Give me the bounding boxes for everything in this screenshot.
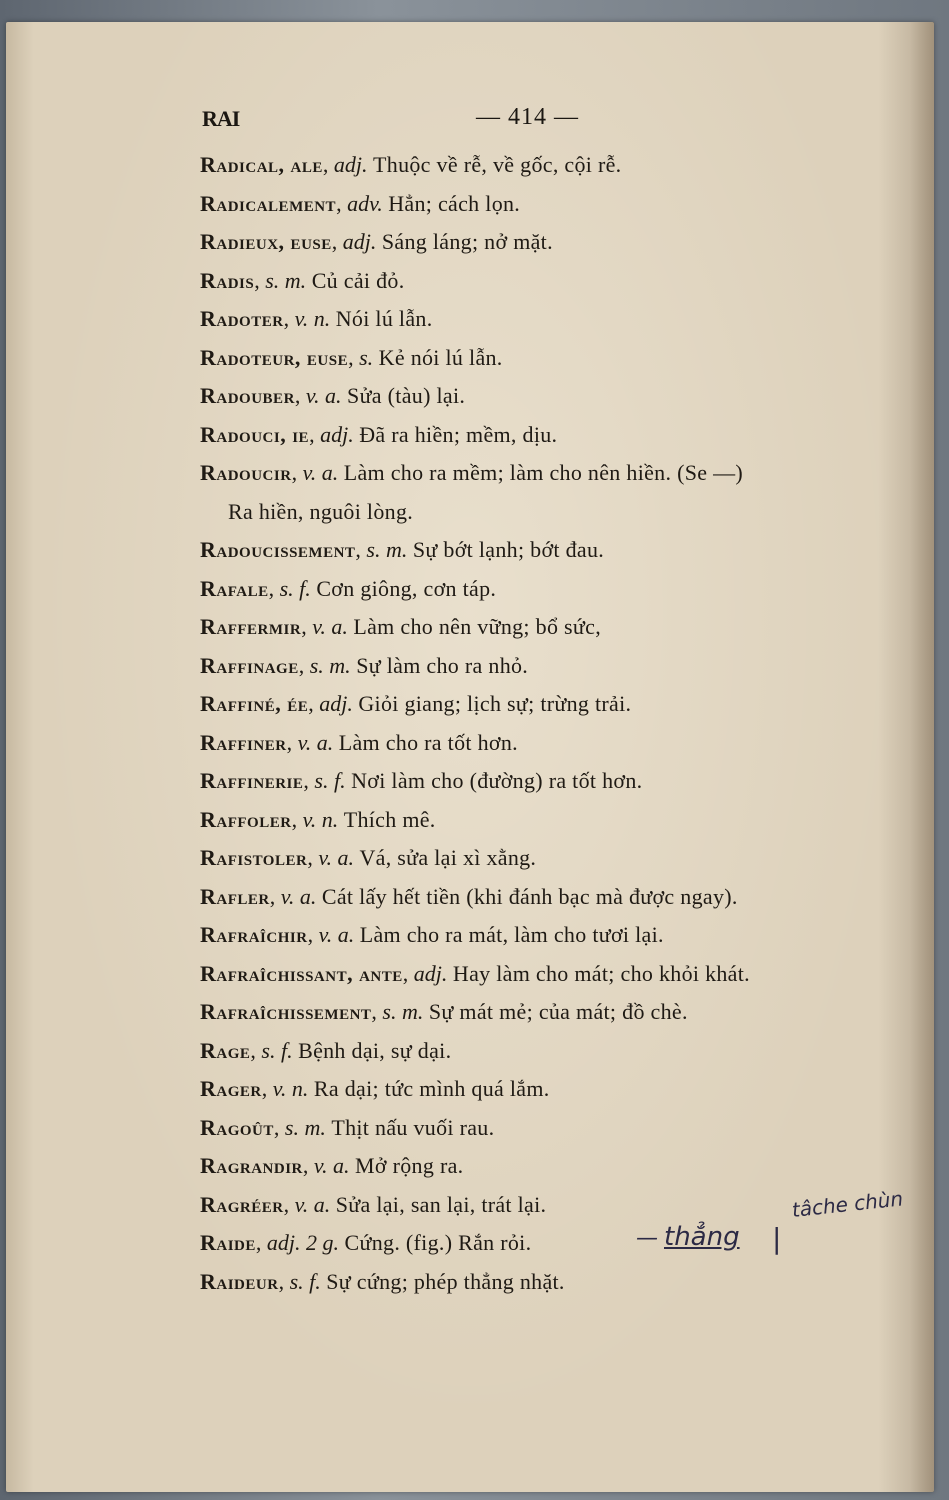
entry-grammar: s. m. (382, 999, 424, 1024)
dictionary-entry: Raffinerie, s. f. Nơi làm cho (đường) ra tốt hơn. (200, 768, 643, 793)
entry-headword: Ragréer (200, 1191, 284, 1217)
dictionary-entry: Raffiné, ée, adj. Giỏi giang; lịch sự; trừng trải. (200, 691, 632, 716)
entry-definition: Hay làm cho mát; cho khỏi khát. (452, 960, 750, 986)
running-head: RAI (202, 106, 240, 131)
entry-definition: Nói lú lẫn. (335, 306, 433, 331)
entry-grammar: s. f. (261, 1037, 293, 1063)
dictionary-entry: Rafale, s. f. Cơn giông, cơn táp. (200, 575, 497, 601)
entry-headword: Radoter (200, 306, 284, 331)
entry-grammar: adv. (347, 190, 383, 216)
entry-grammar: adj. (342, 229, 377, 254)
entry-grammar: adj. (319, 691, 353, 716)
entry-headword: Raide (200, 1230, 256, 1255)
entry-grammar: v. a. (312, 614, 348, 639)
handwritten-bar: | (772, 1222, 782, 1255)
dictionary-entry: Ragrandir, v. a. Mở rộng ra. (200, 1153, 464, 1178)
page-header (196, 102, 896, 138)
page-edge-shadow (910, 22, 934, 1492)
entry-headword: Raffinage (200, 652, 299, 678)
dictionary-entry: Raffermir, v. a. Làm cho nên vững; bổ sức, (200, 614, 601, 639)
entry-definition: Hẳn; cách lọn. (388, 190, 521, 216)
entry-definition: Sửa (tàu) lại. (347, 383, 466, 408)
dictionary-entry: Rager, v. n. Ra dại; tức mình quá lắm. (200, 1076, 550, 1101)
entry-grammar: s. f. (314, 768, 346, 793)
entry-headword: Rafistoler (200, 845, 308, 870)
entry-headword: Raffoler (200, 806, 292, 832)
dictionary-entry: Raffinage, s. m. Sự làm cho ra nhỏ. (200, 652, 529, 678)
entry-headword: Radicalement (200, 190, 337, 216)
entry-headword: Ragrandir (200, 1153, 303, 1178)
entry-grammar: v. a. (318, 922, 355, 947)
dictionary-entry: Rafraîchissement, s. m. Sự mát mẻ; của mát; đồ chè. (200, 999, 688, 1024)
entry-definition: Làm cho ra mát, làm cho tươi lại. (359, 922, 664, 947)
entry-definition: Nơi làm cho (đường) ra tốt hơn. (351, 768, 643, 793)
entry-headword: Radouber (200, 383, 295, 408)
entry-definition: Cát lấy hết tiền (khi đánh bạc mà được ngay). (321, 883, 738, 909)
entry-headword: Rager (200, 1076, 262, 1101)
dictionary-entry: Rafraîchissant, ante, adj. Hay làm cho mát; cho khỏi khát. (200, 960, 750, 986)
dictionary-entry: Ragoût, s. m. Thịt nấu vuối rau. (200, 1114, 495, 1140)
dictionary-entry: Radouber, v. a. Sửa (tàu) lại. (200, 383, 466, 408)
dictionary-entry (200, 493, 900, 532)
dictionary-entry: Raffoler, v. n. Thích mê. (200, 806, 436, 832)
entry-definition: Vá, sửa lại xì xằng. (359, 845, 537, 870)
entry-definition: Thuộc về rễ, về gốc, cội rễ. (373, 152, 622, 177)
entry-definition: Thích mê. (343, 806, 436, 832)
entry-definition: Mở rộng ra. (355, 1153, 464, 1178)
dictionary-entry: Radis, s. m. Củ cải đỏ. (200, 267, 405, 293)
entry-headword: Radoteur, euse (200, 344, 349, 370)
entry-headword: Rafraîchissement (200, 999, 372, 1024)
entry-grammar: adj. 2 g. (266, 1230, 340, 1255)
entry-list (200, 146, 900, 1301)
entry-headword: Radoucir (200, 460, 292, 485)
dictionary-entry: Radoter, v. n. Nói lú lẫn. (200, 306, 433, 331)
entry-definition: Làm cho ra mềm; làm cho nên hiền. (Se —) (343, 460, 744, 485)
dictionary-entry: Rage, s. f. Bệnh dại, sự dại. (200, 1037, 452, 1063)
entry-definition: Sự mát mẻ; của mát; đồ chè. (428, 999, 688, 1024)
entry-grammar: s. m. (265, 267, 307, 293)
dictionary-entry: Rafler, v. a. Cát lấy hết tiền (khi đánh bạc mà được ngay). (200, 883, 738, 909)
entry-definition: Thịt nấu vuối rau. (331, 1114, 495, 1140)
entry-headword: Rafraîchir (200, 922, 308, 947)
entry-grammar: s. m. (366, 537, 408, 562)
entry-definition: Sáng láng; nở mặt. (381, 229, 553, 254)
dictionary-entry: Radoucissement, s. m. Sự bớt lạnh; bớt đau. (200, 537, 605, 562)
entry-grammar: adj. (320, 421, 354, 447)
entry-grammar: v. a. (280, 883, 317, 909)
entry-definition: Làm cho nên vững; bổ sức, (353, 614, 601, 639)
dictionary-entry: Rafistoler, v. a. Vá, sửa lại xì xằng. (200, 845, 537, 870)
entry-definition: Bệnh dại, sự dại. (298, 1037, 452, 1063)
dictionary-entry: Radoteur, euse, s. Kẻ nói lú lẫn. (200, 344, 503, 370)
page-number: — 414 — (476, 104, 579, 130)
entry-definition: Sửa lại, san lại, trát lại. (335, 1191, 547, 1217)
dictionary-entry: Rafraîchir, v. a. Làm cho ra mát, làm cho tươi lại. (200, 922, 664, 947)
entry-grammar: v. n. (272, 1076, 309, 1101)
entry-grammar: adj. (413, 960, 448, 986)
entry-grammar: s. f. (279, 575, 311, 601)
entry-definition: Kẻ nói lú lẫn. (378, 344, 503, 370)
entry-definition: Củ cải đỏ. (311, 267, 405, 293)
entry-grammar: v. a. (305, 383, 342, 408)
entry-grammar: v. n. (302, 806, 339, 832)
dictionary-entry: Radicalement, adv. Hẳn; cách lọn. (200, 190, 521, 216)
dictionary-entry: Radouci, ie, adj. Đã ra hiền; mềm, dịu. (200, 421, 558, 447)
entry-headword: Raideur (200, 1268, 279, 1294)
entry-definition: Đã ra hiền; mềm, dịu. (359, 421, 558, 447)
entry-grammar: v. a. (297, 729, 334, 755)
entry-definition: Ra dại; tức mình quá lắm. (313, 1076, 550, 1101)
dictionary-entry: Ragréer, v. a. Sửa lại, san lại, trát lại. (200, 1191, 547, 1217)
entry-grammar: v. a. (318, 845, 354, 870)
handwritten-note-tache: tâche chùn (790, 1186, 905, 1222)
entry-headword: Radical, ale (200, 152, 323, 177)
dictionary-entry: Radical, ale, adj. Thuộc về rễ, về gốc, cội rễ. (200, 152, 622, 177)
dictionary-entry: Radoucir, v. a. Làm cho ra mềm; làm cho nên hiền. (Se —) (200, 460, 744, 485)
entry-headword: Rage (200, 1037, 251, 1063)
entry-grammar: s. f. (289, 1268, 321, 1294)
entry-headword: Radouci, ie (200, 421, 310, 447)
entry-definition: Cứng. (fig.) Rắn rỏi. (344, 1230, 532, 1255)
entry-headword: Rafale (200, 575, 269, 601)
entry-headword: Rafler (200, 883, 270, 909)
entry-definition: Giỏi giang; lịch sự; trừng trải. (358, 691, 632, 716)
entry-headword: Radoucissement (200, 537, 356, 562)
entry-grammar: v. a. (294, 1191, 331, 1217)
entry-headword: Radis (200, 267, 255, 293)
entry-headword: Raffiner (200, 729, 287, 755)
entry-definition: Ra hiền, nguôi lòng. (228, 498, 414, 524)
entry-headword: Rafraîchissant, ante (200, 960, 403, 986)
entry-grammar: v. a. (302, 460, 339, 485)
entry-definition: Sự bớt lạnh; bớt đau. (412, 537, 605, 562)
entry-grammar: s. m. (284, 1114, 326, 1140)
entry-definition: Làm cho ra tốt hơn. (338, 729, 518, 755)
entry-headword: Radieux, euse (200, 229, 332, 254)
handwritten-dash: — (636, 1226, 658, 1251)
entry-headword: Raffermir (200, 614, 302, 639)
entry-grammar: s. (359, 344, 374, 370)
entry-definition: Sự cứng; phép thẳng nhặt. (326, 1268, 565, 1294)
dictionary-entry: Radieux, euse, adj. Sáng láng; nở mặt. (200, 229, 553, 254)
entry-definition: Cơn giông, cơn táp. (316, 575, 497, 601)
dictionary-entry: Raideur, s. f. Sự cứng; phép thẳng nhặt. (200, 1268, 565, 1294)
dictionary-entry: Raide, adj. 2 g. Cứng. (fig.) Rắn rỏi. (200, 1230, 532, 1255)
entry-grammar: v. n. (294, 306, 331, 331)
entry-grammar: adj. (333, 152, 368, 177)
entry-definition: Sự làm cho ra nhỏ. (356, 652, 529, 678)
entry-headword: Ragoût (200, 1114, 274, 1140)
dictionary-entry: Raffiner, v. a. Làm cho ra tốt hơn. (200, 729, 518, 755)
entry-headword: Raffinerie (200, 768, 304, 793)
entry-grammar: v. a. (313, 1153, 350, 1178)
entry-headword: Raffiné, ée (200, 691, 309, 716)
entry-grammar: s. m. (309, 652, 351, 678)
handwritten-note-thang: thẳng (664, 1222, 740, 1252)
